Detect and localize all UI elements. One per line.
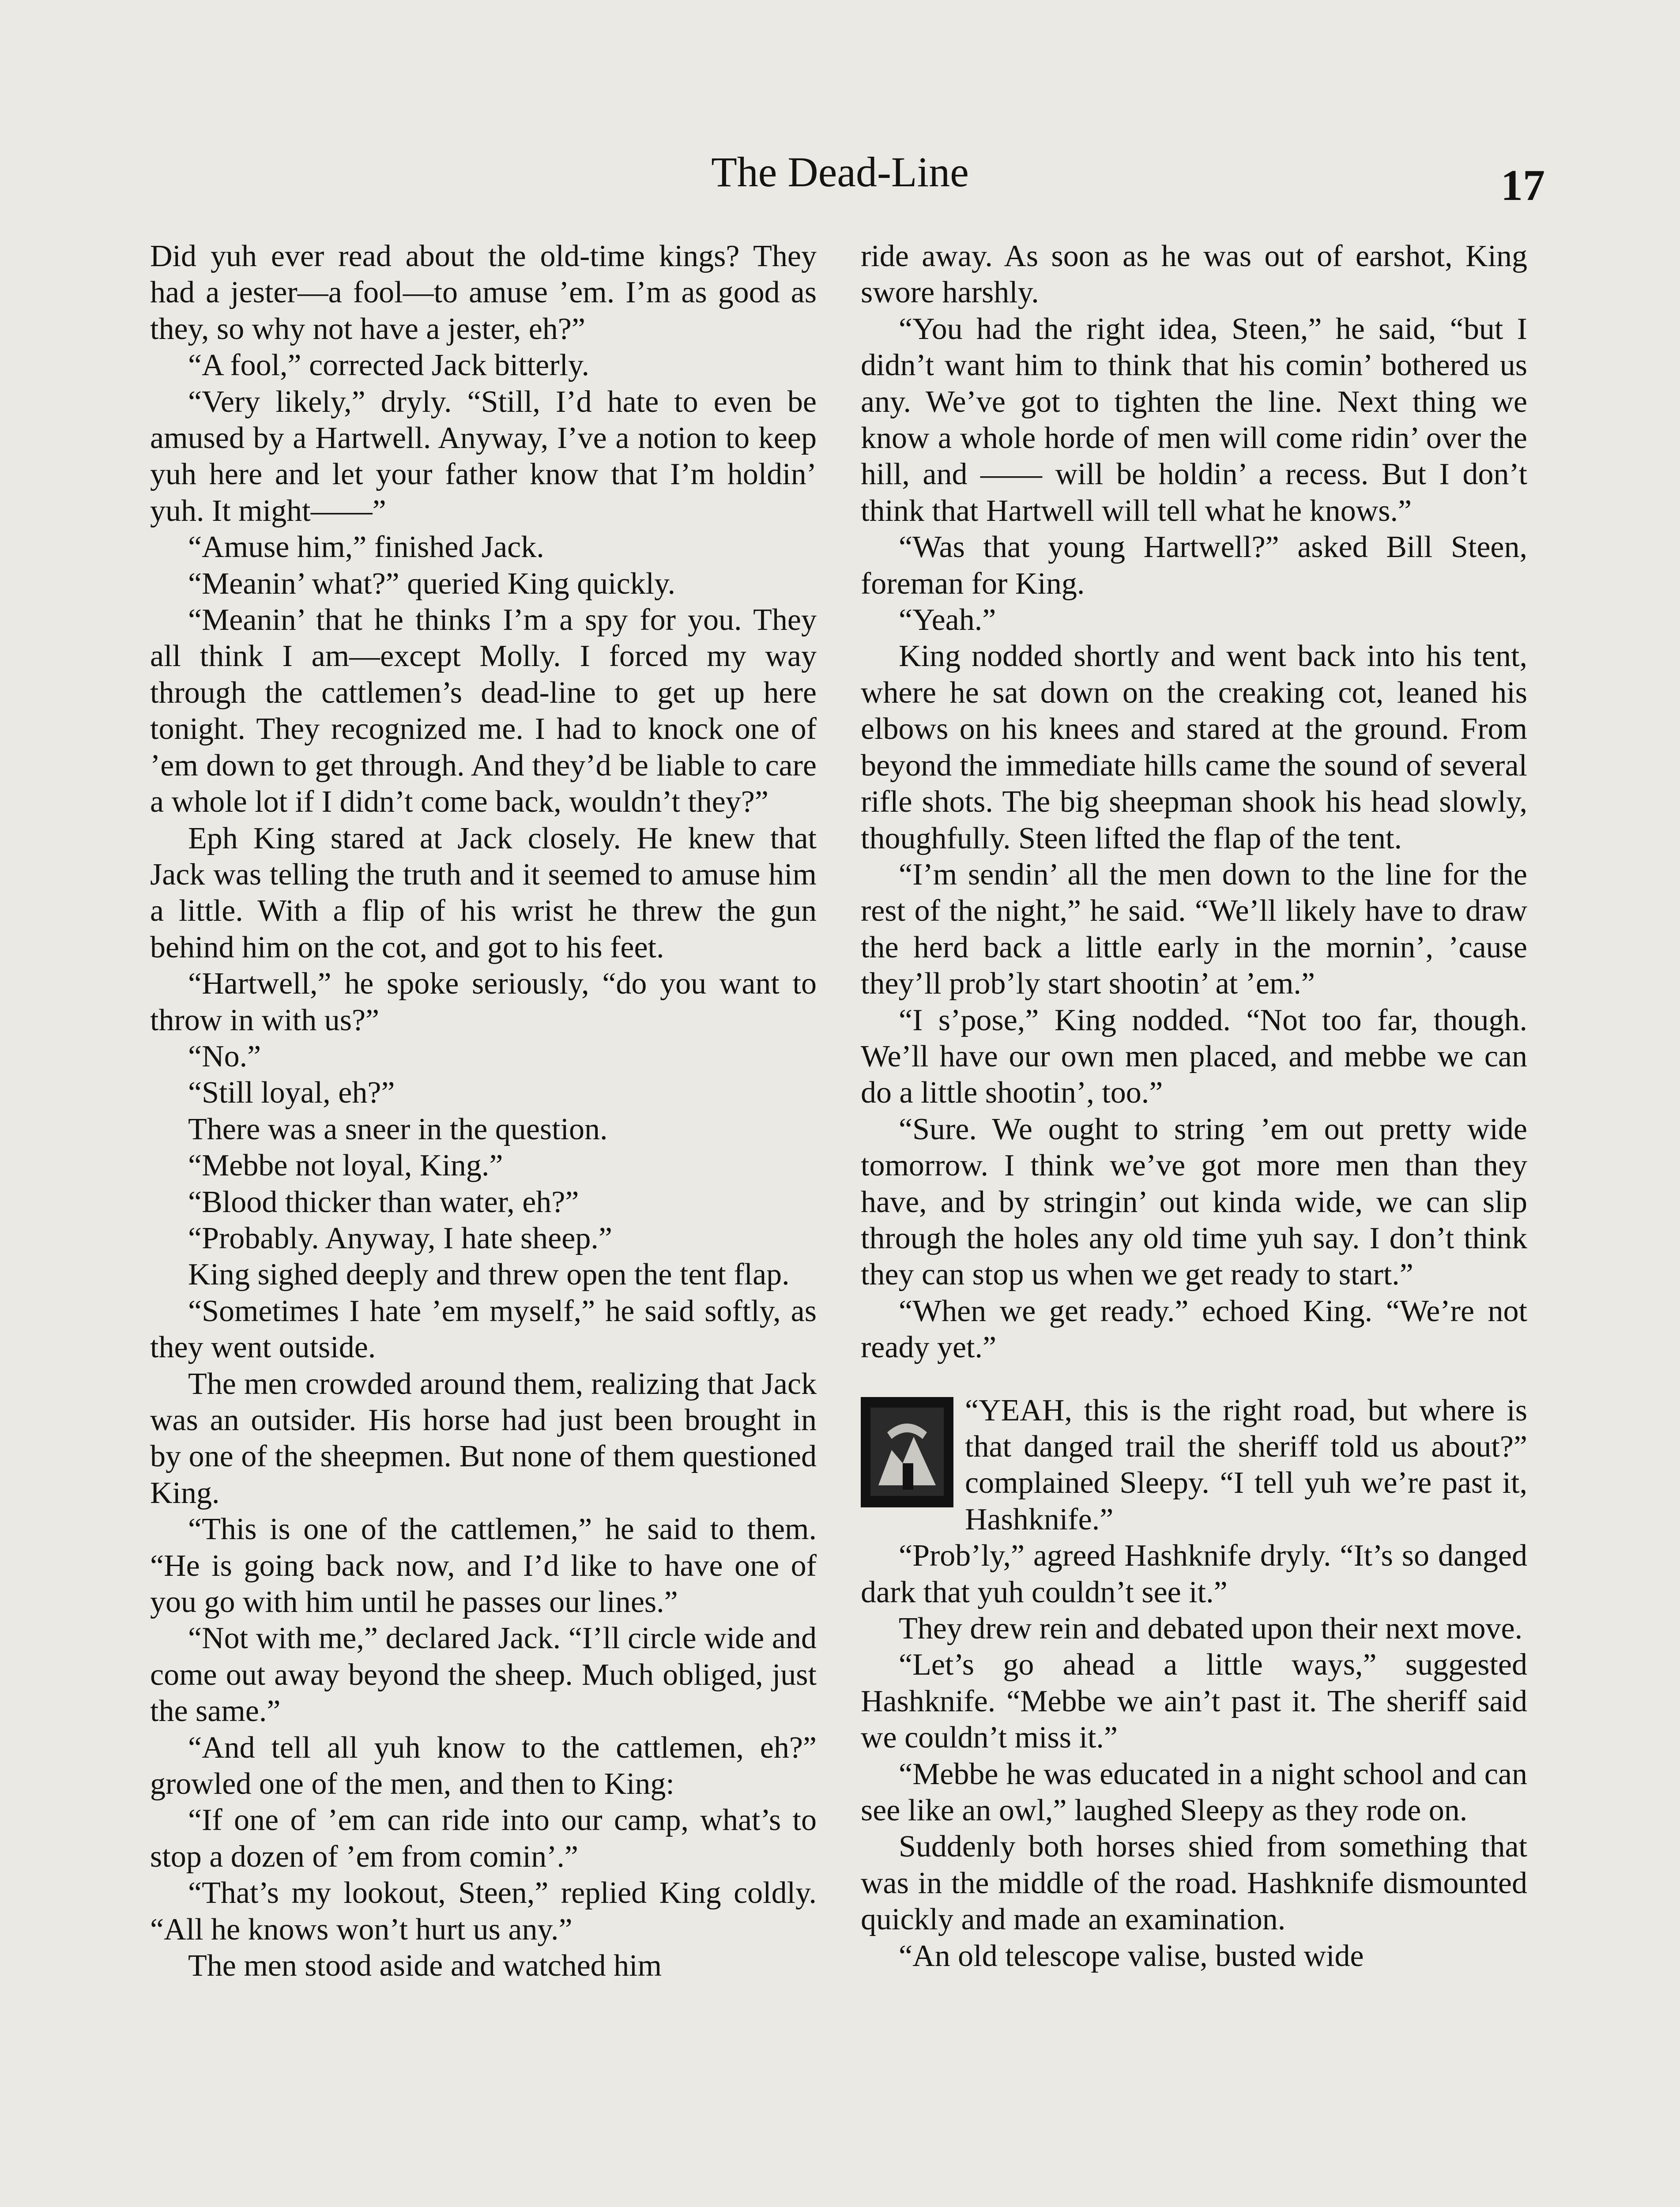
section-ornament-icon <box>861 1397 953 1507</box>
paragraph: “Mebbe he was educated in a night school and can see like an owl,” laughed Sleepy as they rode on. <box>861 1757 1527 1828</box>
paragraph: Did yuh ever read about the old-time kings? They had a jester—a fool—to amuse ’em. I’m as good as they, so why not have a jester, eh?” <box>150 239 817 346</box>
paragraph: “Not with me,” declared Jack. “I’ll circle wide and come out away beyond the sheep. Much obliged, just the same.” <box>150 1621 817 1729</box>
paragraph: “This is one of the cattlemen,” he said to them. “He is going back now, and I’d like to have one of you go with him until he passes our lines.” <box>150 1512 817 1619</box>
paragraph: “Meanin’ that he thinks I’m a spy for you. They all think I am—except Molly. I forced my way through the cattlemen’s dead-line to get up here tonight. They recognized me. I had to knock one of ’em down to get through. And they’d be liable to care a whole lot if I didn’t come back, wouldn’t they?” <box>150 603 817 819</box>
paragraph: “Was that young Hartwell?” asked Bill Steen, foreman for King. <box>861 530 1527 601</box>
paragraph: There was a sneer in the question. <box>188 1112 608 1146</box>
paragraph: “Blood thicker than water, eh?” <box>188 1185 579 1219</box>
paragraph: Suddenly both horses shied from something that was in the middle of the road. Hashknife dismounted quickly and made an examination. <box>861 1830 1527 1937</box>
paragraph: “Hartwell,” he spoke seriously, “do you want to throw in with us?” <box>150 967 817 1037</box>
paragraph: King nodded shortly and went back into his tent, where he sat down on the creaking cot, leaned his elbows on his knees and stared at the ground. From beyond the immediate hills came the sound of several rifle shots. The big sheepman shook his head slowly, thoughfully. Steen lifted the flap of the tent. <box>861 639 1527 855</box>
paragraph: “You had the right idea, Steen,” he said, “but I didn’t want him to think that his comin’ bothered us any. We’ve got to tighten the line. Next thing we know a whole horde of men will come ridin’ over the hill, and —— will be holdin’ a recess. But I don’t think that Hartwell will tell what he knows.” <box>861 312 1527 528</box>
paragraph: “Sure. We ought to string ’em out pretty wide tomorrow. I think we’ve got more men than they have, and by stringin’ out kinda wide, we can slip through the holes any old time yuh say. I don’t think they can stop us when we get ready to start.” <box>861 1112 1527 1292</box>
paragraph: “Meanin’ what?” queried King quickly. <box>188 566 676 601</box>
paragraph: The men crowded around them, realizing that Jack was an outsider. His horse had just been brought in by one of the sheepmen. But none of them questioned King. <box>150 1367 817 1510</box>
paragraph: “An old telescope valise, busted wide <box>899 1939 1364 1973</box>
paragraph: “Still loyal, eh?” <box>188 1076 395 1110</box>
paragraph: “Mebbe not loyal, King.” <box>188 1149 503 1183</box>
paragraph: They drew rein and debated upon their next move. <box>899 1612 1523 1646</box>
paragraph: “That’s my lookout, Steen,” replied King coldly. “All he knows won’t hurt us any.” <box>150 1876 817 1947</box>
paragraph: “Let’s go ahead a little ways,” suggested Hashknife. “Mebbe we ain’t past it. The sheriff said we couldn’t miss it.” <box>861 1648 1527 1755</box>
paragraph: “Very likely,” dryly. “Still, I’d hate to even be amused by a Hartwell. Anyway, I’ve a notion to keep yuh here and let your father know that I’m holdin’ yuh. It might——” <box>150 384 817 528</box>
section-opening-paragraph: “YEAH, this is the right road, but where is that danged trail the sheriff told us about?” complained Sleepy. “I tell yuh we’re past it, Hashknife.” <box>965 1393 1527 1537</box>
running-header-title: The Dead-Line <box>711 148 969 196</box>
paragraph: ride away. As soon as he was out of earshot, King swore harshly. <box>861 239 1527 310</box>
paragraph: “Amuse him,” finished Jack. <box>188 530 544 565</box>
paragraph: “And tell all yuh know to the cattlemen, eh?” growled one of the men, and then to King: <box>150 1730 817 1801</box>
paragraph: “I’m sendin’ all the men down to the line for the rest of the night,” he said. “We’ll likely have to draw the herd back a little early in the mornin’, ’cause they’ll prob’ly start shootin’ at ’em.” <box>861 857 1527 1001</box>
paragraph: “Prob’ly,” agreed Hashknife dryly. “It’s so danged dark that yuh couldn’t see it.” <box>861 1539 1527 1609</box>
paragraph: Eph King stared at Jack closely. He knew that Jack was telling the truth and it seemed to amuse him a little. With a flip of his wrist he threw the gun behind him on the cot, and got to his feet. <box>150 821 817 964</box>
left-text-column <box>150 238 817 1985</box>
paragraph: “A fool,” corrected Jack bitterly. <box>188 348 589 383</box>
paragraph: The men stood aside and watched him <box>188 1949 662 1983</box>
paragraph: “Yeah.” <box>899 603 996 637</box>
paragraph: “When we get ready.” echoed King. “We’re not ready yet.” <box>861 1294 1527 1365</box>
paragraph: “No.” <box>188 1039 261 1073</box>
right-text-column <box>861 238 1527 1974</box>
paragraph: “Sometimes I hate ’em myself,” he said softly, as they went outside. <box>150 1294 817 1365</box>
paragraph: “I s’pose,” King nodded. “Not too far, though. We’ll have our own men placed, and mebbe we can do a little shootin’, too.” <box>861 1003 1527 1110</box>
page-number: 17 <box>1501 161 1545 210</box>
section-break-block <box>861 1393 1527 1975</box>
paragraph: “Probably. Anyway, I hate sheep.” <box>188 1221 612 1255</box>
paragraph: “If one of ’em can ride into our camp, what’s to stop a dozen of ’em from comin’.” <box>150 1803 817 1874</box>
ornament-vignette-icon <box>861 1397 953 1507</box>
paragraph: King sighed deeply and threw open the tent flap. <box>188 1258 790 1292</box>
